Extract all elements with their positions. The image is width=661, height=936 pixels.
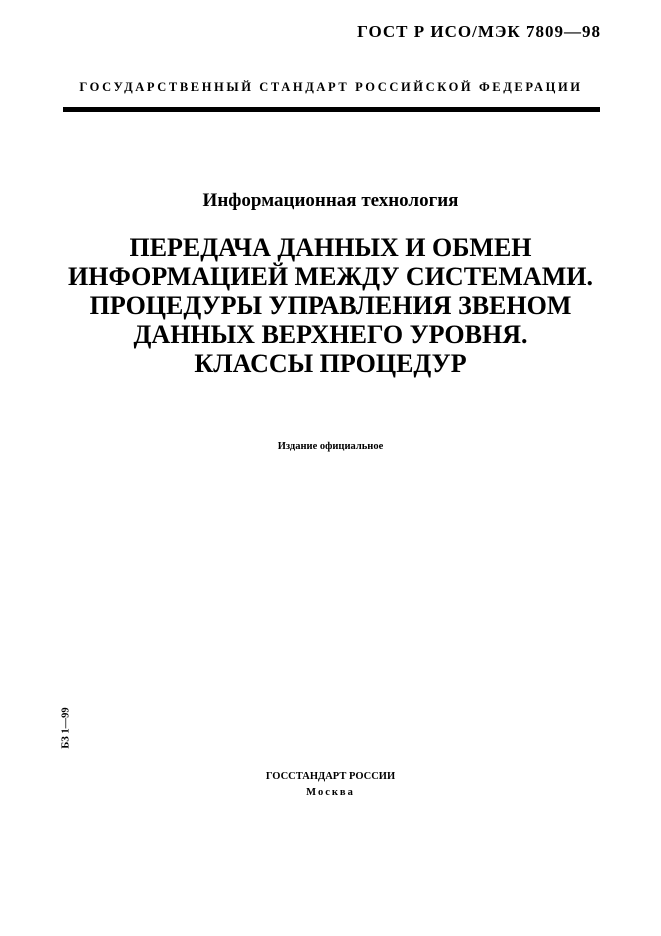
document-subject: Информационная технология	[202, 190, 459, 211]
header-rule	[63, 107, 600, 112]
title-line: ПЕРЕДАЧА ДАННЫХ И ОБМЕН	[129, 233, 532, 262]
state-standard-heading: ГОСУДАРСТВЕННЫЙ СТАНДАРТ РОССИЙСКОЙ ФЕДЕРАЦИИ	[79, 80, 583, 94]
margin-code-text: БЗ 1—99	[60, 707, 72, 749]
title-line: КЛАССЫ ПРОЦЕДУР	[194, 349, 467, 378]
document-title	[0, 233, 661, 378]
title-line: ДАННЫХ ВЕРХНЕГО УРОВНЯ.	[133, 320, 528, 349]
publication-city: Москва	[306, 787, 355, 798]
publisher: ГОССТАНДАРТ РОССИИ	[265, 771, 396, 782]
title-line: ПРОЦЕДУРЫ УПРАВЛЕНИЯ ЗВЕНОМ	[89, 291, 572, 320]
edition-note: Издание официальное	[277, 441, 384, 452]
document-number: ГОСТ Р ИСО/МЭК 7809—98	[357, 22, 601, 41]
margin-code	[58, 702, 74, 754]
title-line: ИНФОРМАЦИЕЙ МЕЖДУ СИСТЕМАМИ.	[68, 262, 593, 291]
